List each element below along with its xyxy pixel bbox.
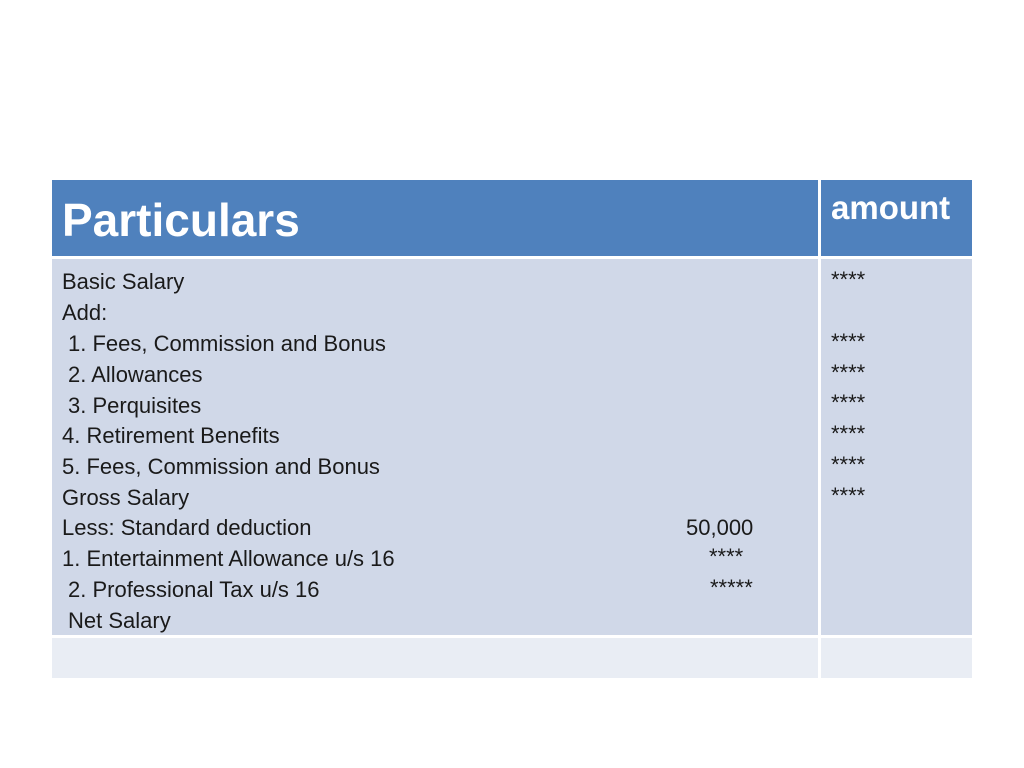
amount-allowances: **** [831,360,866,385]
row-net-salary-label: Net Salary [68,608,171,633]
entertainment-value: **** [709,544,744,569]
header-amount: amount [831,189,951,226]
row-allowances-label: 2. Allowances [68,362,203,387]
header-particulars: Particulars [62,194,300,246]
table-empty-row [52,638,972,678]
amount-cell [821,259,972,635]
standard-deduction-value: 50,000 [686,515,754,540]
amount-gross-salary: **** [831,483,866,508]
row-gross-salary-label: Gross Salary [62,485,190,510]
row-fees-2-label: 5. Fees, Commission and Bonus [62,454,380,479]
table-header-row [52,180,972,256]
amount-fees-2: **** [831,452,866,477]
salary-table [52,180,972,678]
header-particulars-cell [52,180,818,256]
header-amount-cell [821,180,972,256]
particulars-cell [52,259,818,635]
empty-amount-cell [821,638,972,678]
row-professional-tax-label: 2. Professional Tax u/s 16 [68,577,320,602]
empty-particulars-cell [52,638,818,678]
amount-perquisites: **** [831,390,866,415]
row-retirement-label: 4. Retirement Benefits [62,423,280,448]
amount-fees: **** [831,329,866,354]
row-entertainment-label: 1. Entertainment Allowance u/s 16 [62,546,395,571]
row-standard-deduction-label: Less: Standard deduction [62,515,312,540]
row-add-label: Add: [62,300,108,325]
amount-basic-salary: **** [831,267,866,292]
row-fees-label: 1. Fees, Commission and Bonus [68,331,386,356]
row-perquisites-label: 3. Perquisites [68,393,202,418]
amount-retirement: **** [831,421,866,446]
row-basic-salary-label: Basic Salary [62,269,185,294]
table-body-row [52,259,972,635]
professional-tax-value: ***** [710,575,753,600]
